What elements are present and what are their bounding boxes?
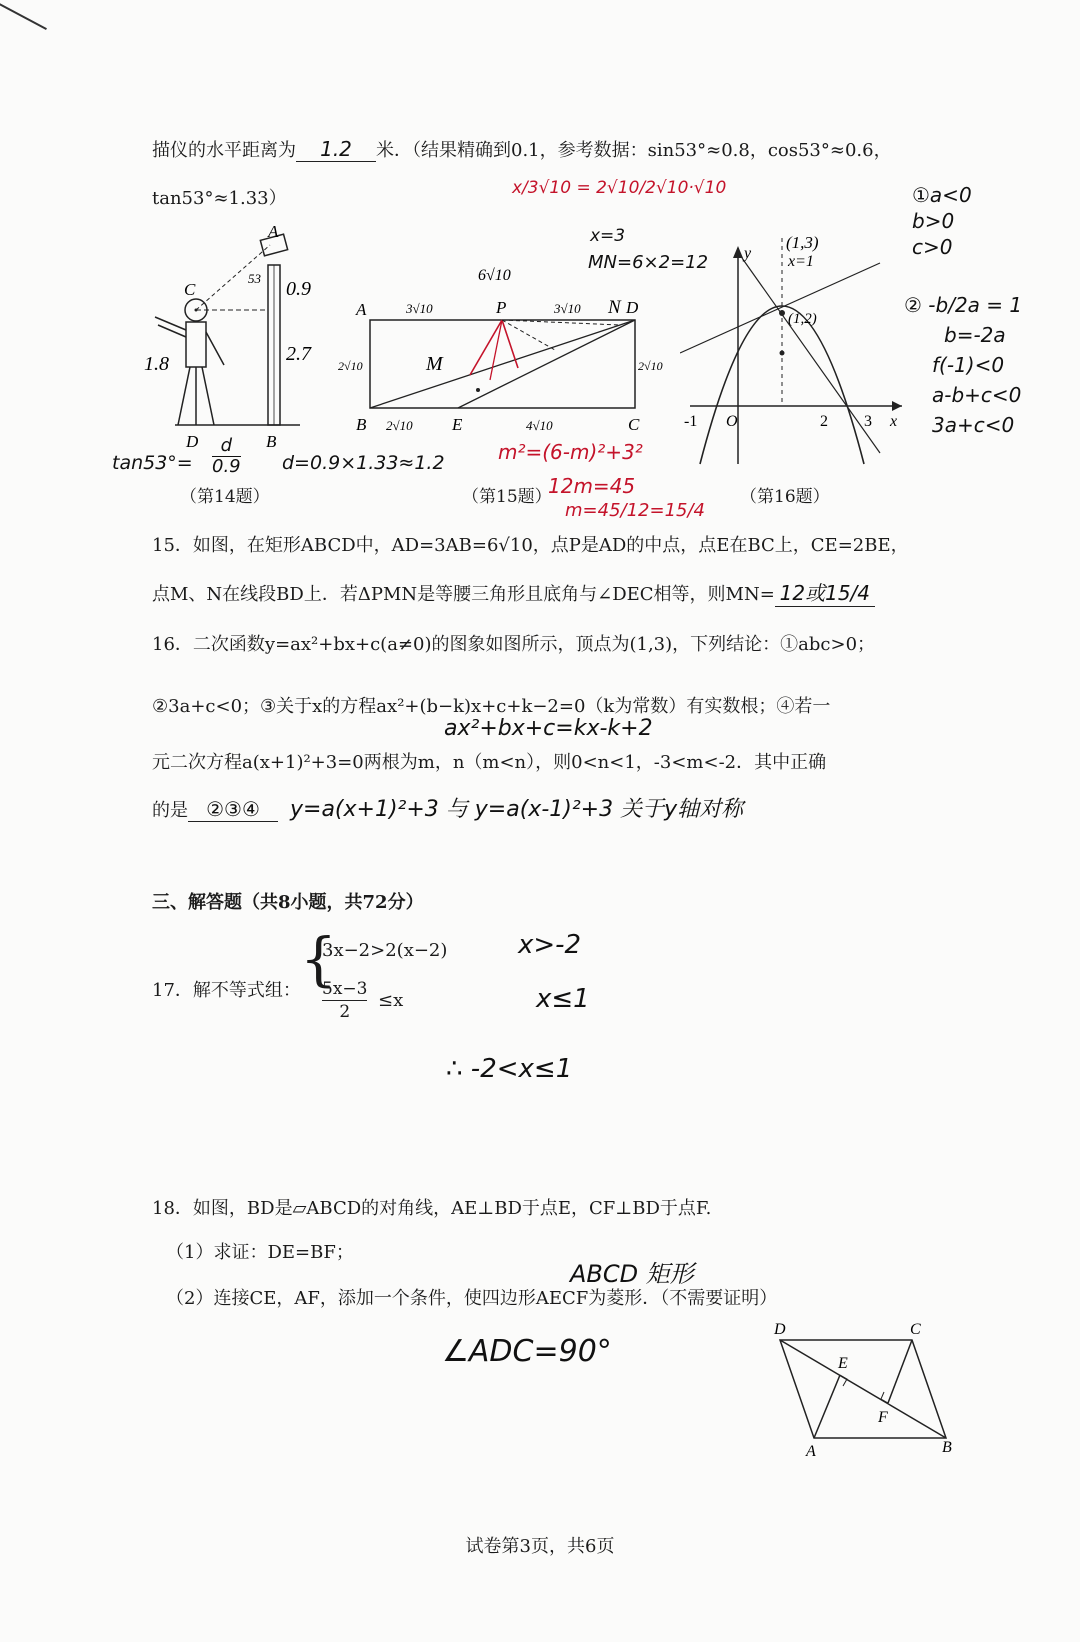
fig18-label-F: F — [878, 1409, 888, 1426]
fig15-dim-right: 2√10 — [638, 359, 663, 373]
q15-text-line2 — [152, 577, 875, 607]
fig14-hw-h1: 0.9 — [286, 278, 311, 300]
q14-text-line2: tan53°≈1.33） — [152, 188, 287, 209]
fig14-hw-h3: 1.8 — [144, 353, 169, 375]
fig15-dim-ap: 3√10 — [406, 301, 433, 316]
q16-hw-equation: ax²+bx+c=kx-k+2 — [444, 716, 653, 741]
fig14-hw-frac-den: 0.9 — [212, 456, 241, 477]
fig15-dim-ec: 4√10 — [526, 418, 553, 433]
q18-text-line3: （2）连接CE，AF，添加一个条件，使四边形AECF为菱形．（不需要证明） — [166, 1288, 778, 1309]
q15-text-line1: 15．如图，在矩形ABCD中，AD=3AB=6√10，点P是AD的中点，点E在BC上，CE=2BE， — [152, 535, 909, 556]
q16-text-stem: 的是 — [152, 800, 188, 821]
fig16-hw-vertex: (1,3) — [786, 233, 819, 252]
fig15-label-C: C — [628, 415, 640, 434]
fig16-hw-point: (1,2) — [788, 311, 817, 327]
q17-brace: { — [300, 925, 337, 993]
fig15-dim-left: 2√10 — [338, 359, 363, 373]
fig16-hw-n5: b=-2a — [944, 323, 1006, 347]
fig18-label-D: D — [774, 1321, 786, 1338]
fig14-hw-calc: d=0.9×1.33≈1.2 — [282, 452, 445, 474]
q17-hw-step2: x≤1 — [536, 984, 590, 1014]
fig14-label-D: D — [186, 432, 199, 451]
fig18-label-A: A — [806, 1443, 816, 1458]
figure-18 — [770, 1318, 960, 1458]
fig16-hw-n4: ② -b/2a = 1 — [904, 293, 1023, 317]
q17-ineq2-rhs: ≤x — [378, 990, 404, 1011]
fig16-label-x: x — [890, 413, 898, 430]
q18-text-line2: （1）求证：DE=BF； — [166, 1242, 354, 1263]
q14-answer: 1.2 — [296, 137, 376, 162]
q17-hw-result: ∴ -2<x≤1 — [446, 1054, 573, 1084]
fig16-hw-notes-b — [904, 290, 1022, 440]
fig15-label-E: E — [452, 415, 463, 434]
fig15-label-A: A — [356, 300, 367, 319]
fig14-label-B: B — [266, 432, 277, 451]
fig14-hw-angle: 53 — [248, 271, 261, 286]
fig15-hw-eq2: 12m=45 — [548, 474, 636, 498]
q14-text-b: 米．（结果精确到0.1，参考数据：sin53°≈0.8，cos53°≈0.6， — [376, 140, 892, 161]
q16-text-line4 — [152, 796, 278, 822]
fig16-label-y: y — [744, 245, 752, 262]
fig15-label-N: N — [608, 297, 621, 318]
q17-hw-step1: x>-2 — [518, 930, 582, 960]
q17-inequality-1: 3x−2>2(x−2) — [322, 940, 448, 961]
fig15-hw-eq1: m²=(6-m)²+3² — [498, 440, 643, 464]
q16-text-line1: 16．二次函数y=ax²+bx+c(a≠0)的图象如图所示，顶点为(1,3)，下列结论：①abc>0； — [152, 634, 876, 655]
fig18-label-C: C — [910, 1321, 921, 1338]
fig15-dim-top: 6√10 — [478, 267, 511, 284]
fig14-hw-frac-num: d — [212, 436, 241, 457]
q18-text-line1: 18．如图，BD是▱ABCD的对角线，AE⊥BD于点E，CF⊥BD于点F. — [152, 1198, 712, 1219]
fig16-tick-3: 3 — [864, 413, 872, 430]
fig14-hw-h2: 2.7 — [286, 343, 311, 365]
fig16-hw-n8: 3a+c<0 — [932, 413, 1015, 437]
fig15-dim-pd: 3√10 — [554, 301, 581, 316]
fig16-caption: （第16题） — [740, 487, 830, 507]
fig14-hw-tan: tan53°= — [112, 452, 193, 474]
q17-ineq2-den: 2 — [339, 1002, 351, 1022]
fig15-caption: （第15题） — [462, 487, 552, 507]
fig15-label-B: B — [356, 415, 367, 434]
fig14-caption: （第14题） — [180, 487, 270, 507]
q17-stem: 17．解不等式组： — [152, 980, 301, 1001]
q18-hw-correction: ABCD 矩形 — [570, 1260, 694, 1288]
fig16-hw-notes-a — [912, 182, 972, 260]
fig14-hw-frac — [212, 436, 241, 477]
figure-16 — [680, 228, 905, 468]
fig16-hw-n2: b>0 — [912, 209, 955, 233]
fig16-hw-axis: x=1 — [788, 253, 814, 270]
q15-answer: 12或15/4 — [775, 577, 875, 607]
fig16-tick-2: 2 — [820, 413, 828, 430]
section-heading: 三、解答题（共8小题，共72分） — [152, 892, 424, 913]
fig18-label-B: B — [942, 1439, 952, 1456]
fig15-label-P: P — [496, 298, 507, 317]
fig15-hw-ratio: x/3√10 = 2√10/2√10·√10 — [512, 178, 727, 198]
fig15-label-M: M — [426, 353, 443, 375]
fig18-label-E: E — [838, 1355, 848, 1372]
q14-text-line1 — [152, 136, 892, 162]
fig16-label-O: O — [726, 413, 738, 430]
q18-hw-answer: ∠ADC=90° — [442, 1334, 612, 1369]
q17-ineq2-num: 5x−3 — [322, 979, 368, 999]
fig16-hw-n7: a-b+c<0 — [932, 383, 1022, 407]
fig16-hw-n3: c>0 — [912, 235, 953, 259]
q16-answer: ②③④ — [188, 797, 278, 822]
fig15-hw-eq3: m=45/12=15/4 — [565, 500, 705, 521]
q15-text-stem: 点M、N在线段BD上．若ΔPMN是等腰三角形且底角与∠DEC相等，则MN= — [152, 584, 775, 605]
fig14-label-A: A — [268, 225, 279, 241]
q16-text-line3: 元二次方程a(x+1)²+3=0两根为m，n（m<n），则0<n<1，-3<m<-2．其中正确 — [152, 752, 827, 773]
fig14-label-C: C — [184, 280, 196, 299]
fig15-hw-mn: MN=6×2=12 — [588, 252, 709, 273]
q16-hw-note: y=a(x+1)²+3 与 y=a(x-1)²+3 关于y轴对称 — [290, 797, 744, 822]
fig16-tick-neg1: -1 — [684, 413, 698, 430]
fig15-hw-x3: x=3 — [590, 226, 626, 246]
fig16-hw-n6: f(-1)<0 — [932, 353, 1005, 377]
fig15-label-D: D — [626, 298, 639, 317]
fig16-hw-n1: ①a<0 — [912, 183, 972, 207]
q16-text-line2: ②3a+c<0；③关于x的方程ax²+(b−k)x+c+k−2=0（k为常数）有实数根；④若一 — [152, 696, 831, 717]
fig15-dim-be: 2√10 — [386, 418, 413, 433]
corner-mark — [0, 0, 47, 30]
q17-inequality-2-frac — [322, 978, 367, 1023]
page-footer: 试卷第3页，共6页 — [465, 1536, 615, 1557]
q14-text-a: 描仪的水平距离为 — [152, 140, 296, 161]
